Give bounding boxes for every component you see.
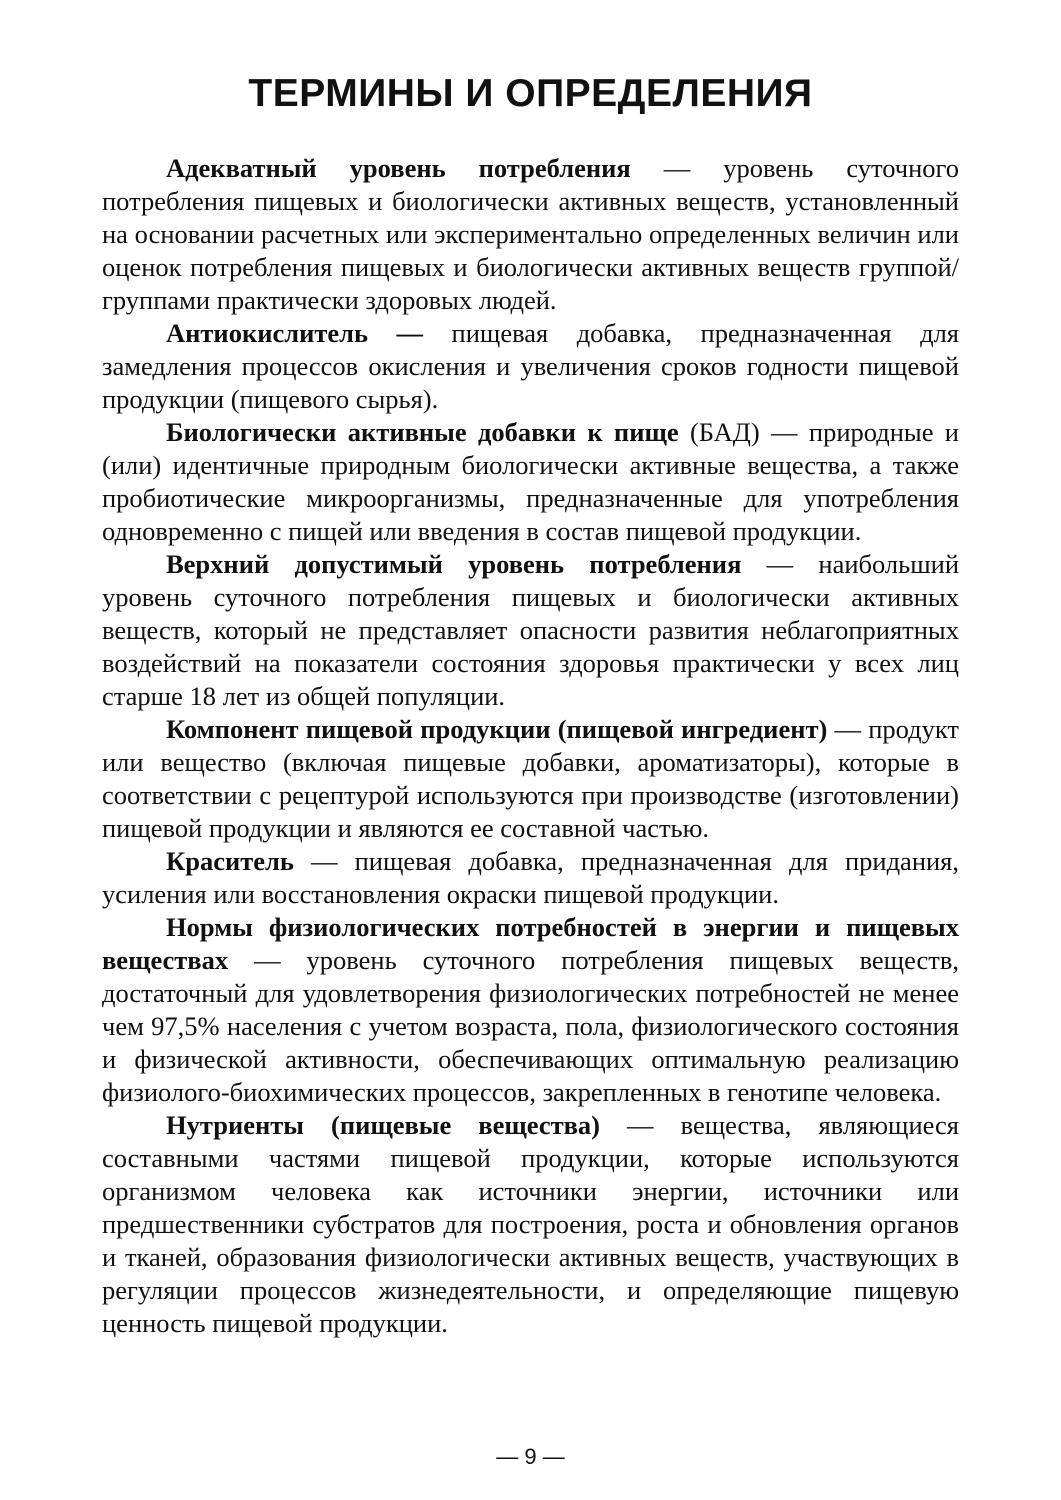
definition-term: Нутриенты (пищевые вещества) xyxy=(166,1110,600,1140)
definition-term: Компонент пищевой продукции (пищевой ингредиент) xyxy=(166,714,828,744)
definition-term: Нормы физиологических потребностей в энергии и пищевых веществах xyxy=(102,912,959,975)
page-title: ТЕРМИНЫ И ОПРЕДЕЛЕНИЯ xyxy=(248,72,813,115)
definition-term: Верхний допустимый уровень потребления xyxy=(166,549,742,579)
definition-physiological-norms xyxy=(102,911,959,1109)
definition-term: Адекватный уровень потребления xyxy=(166,153,631,183)
definition-term: Биологически активные добавки к пище xyxy=(166,417,679,447)
definition-nutrients xyxy=(102,1109,959,1340)
definition-text: — продукт или вещество (включая пищевые добавки, ароматизаторы), которые в соответствии с рецептурой используются при производстве (изготовлении) пищевой продукции и являются ее составной частью. xyxy=(102,714,960,843)
page-number: — 9 — xyxy=(496,1444,565,1469)
definition-term: Краситель xyxy=(166,846,294,876)
definition-text: пищевая добавка, предназначенная для замедления процессов окисления и увеличения сроков годности пищевой продукции (пищевого сырья). xyxy=(102,318,959,414)
definition-adequate-intake xyxy=(102,152,959,317)
definition-text: — уровень суточного потребления пищевых веществ, достаточный для удовлетворения физиологических потребностей не менее чем 97,5% населения с учетом возраста, пола, физиологического состояния и физической активности, обеспечивающих оптимальную реализацию физиолого-биохимических процессов, закрепленных в генотипе человека. xyxy=(102,945,959,1107)
definition-text: — пищевая добавка, предназначенная для придания, усиления или восстановления окраски пищевой продукции. xyxy=(102,846,959,909)
definitions-list xyxy=(102,152,959,1340)
definition-dietary-supplements xyxy=(102,416,959,548)
definition-food-ingredient xyxy=(102,713,959,845)
definition-term: Антиокислитель — xyxy=(166,318,424,348)
definition-colorant xyxy=(102,845,959,911)
definition-antioxidant xyxy=(102,317,959,416)
definition-text: — наибольший уровень суточного потребления пищевых и биологически активных веществ, который не представляет опасности развития неблагоприятных воздействий на показатели состояния здоровья практически у всех лиц старше 18 лет из общей популяции. xyxy=(102,549,959,711)
definition-upper-intake-level xyxy=(102,548,959,713)
definition-text: — вещества, являющиеся составными частями пищевой продукции, которые используются организмом человека как источники энергии, источники или предшественники субстратов для построения, роста и обновления органов и тканей, образования физиологически активных веществ, участвующих в регуляции процессов жизнедеятельности, и определяющие пищевую ценность пищевой продукции. xyxy=(102,1110,959,1338)
definition-text: (БАД) — природные и (или) идентичные природным биологически активные вещества, а также пробиотические микроорганизмы, предназначенные для употребления одновременно с пищей или введения в состав пищевой продукции. xyxy=(102,417,959,546)
definition-text: — уровень суточного потребления пищевых и биологически активных веществ, установленный на основании расчетных или экспериментально определенных величин или оценок потребления пищевых и биологически активных веществ группой/группами практически здоровых людей. xyxy=(102,153,959,315)
